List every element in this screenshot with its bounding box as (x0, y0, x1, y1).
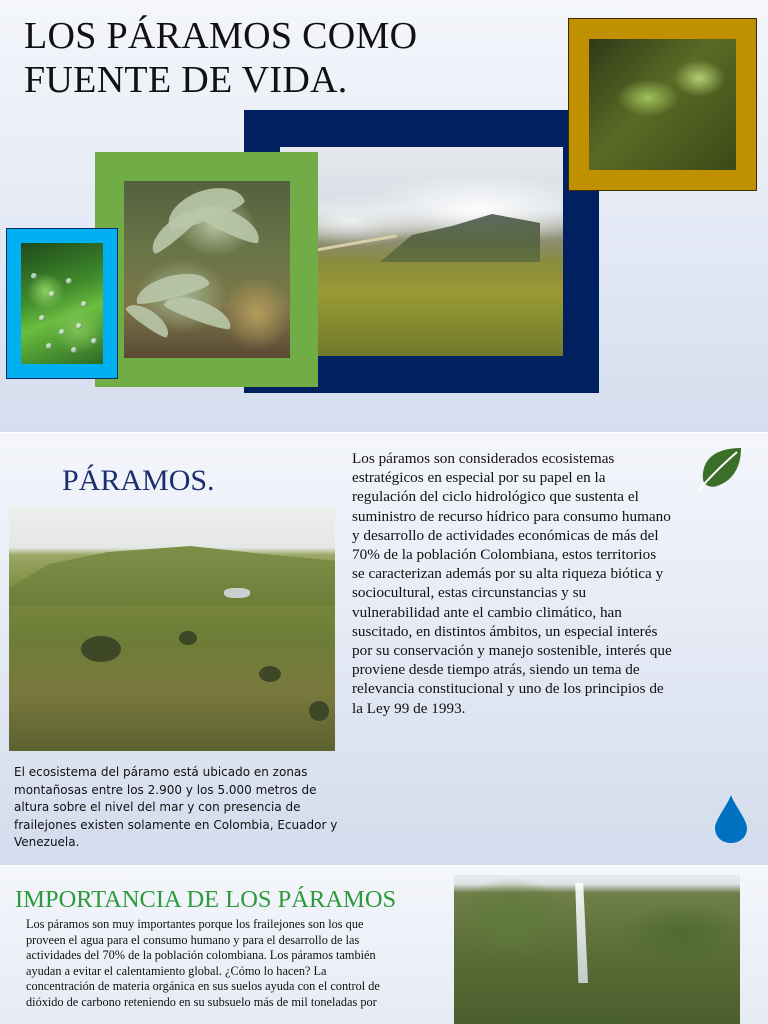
waterfall-photo (454, 875, 740, 1024)
title-line-1: LOS PÁRAMOS COMO (24, 15, 418, 57)
paramo-landscape-photo (280, 147, 563, 356)
water-drops-photo (21, 243, 103, 364)
leaf-icon (697, 446, 743, 492)
importancia-heading: IMPORTANCIA DE LOS PÁRAMOS (15, 886, 397, 913)
page-title (24, 14, 544, 102)
importancia-body-text: Los páramos son muy importantes porque los frailejones son los que proveen el agua para el consumo humano y para el desarrollo de las actividades del 70% de la población colombiana. Los páramos también ayudan a evitar el calentamiento global. ¿Cómo lo hacen? La concentración de materia orgánica en sus suelos ayuda con el control de dióxido de carbono reteniendo en su subsuelo más de mil toneladas por (26, 917, 380, 1009)
pine-plant-photo (589, 39, 736, 170)
frailejon-photo (124, 181, 290, 358)
paramos-body-text: Los páramos son considerados ecosistemas estratégicos en especial por su papel en la regulación del ciclo hidrológico que sustenta el suministro de recurso hídrico para consumo humano y desarrollo de actividades económicas de más del 70% de la población Colombiana, estos territorios se caracterizan además por su alta riqueza biótica y sociocultural, estas circunstancias y su vulnerabilidad ante el cambio climático, han suscitado, en distintos ámbitos, un especial interés por su conservación y manejo sostenible, interés que proviene desde tiempo atrás, siendo un tema de relevancia constitucional y uno de los principios de la Ley 99 de 1993. (352, 450, 672, 717)
water-drop-icon (713, 794, 749, 844)
paramos-heading: PÁRAMOS. (62, 464, 215, 497)
paramo-hill-photo (9, 506, 335, 751)
title-line-2: FUENTE DE VIDA. (24, 59, 348, 101)
paramo-location-caption: El ecosistema del páramo está ubicado en zonas montañosas entre los 2.900 y los 5.000 metros de altura sobre el nivel del mar y con presencia de frailejones existen solamente en Colombia, Ecuador y Venezuela. (14, 765, 338, 849)
